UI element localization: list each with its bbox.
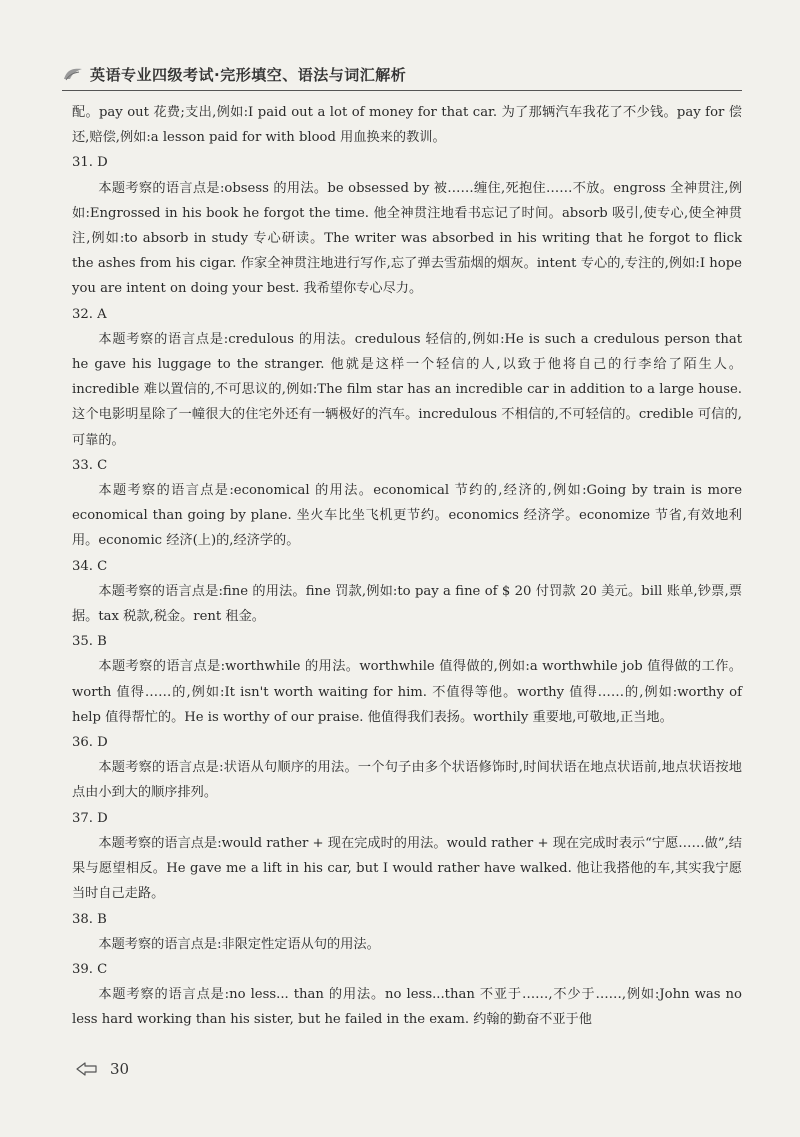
answer-number: 31. D bbox=[72, 155, 108, 171]
paragraph: 本题考察的语言点是:非限定性定语从句的用法。 bbox=[98, 936, 380, 952]
answer-number: 39. C bbox=[72, 961, 108, 977]
answer-number: 35. B bbox=[72, 634, 107, 650]
header-divider bbox=[62, 90, 742, 91]
running-header bbox=[62, 62, 742, 86]
paragraph: 本题考察的语言点是:obsess 的用法。be obsessed by 被……缠住,死抱住……不放。engross 全神贯注,例如:Engrossed in his book he forgot the time. 他全神贯注地看书忘记了时间。absorb 吸引,使专心,使全神贯注,例如:to absorb in study 专心研读。The writer was absorbed in his writing that he forgot to flick the ashes from his cigar. 作家全神贯注地进行写作,忘了弹去雪茄烟的烟灰。intent 专心的,专注的,例如:I hope you are intent on doing your best. 我希望你专心尽力。 bbox=[72, 180, 742, 297]
answer-number: 32. A bbox=[72, 306, 107, 322]
paragraph: 配。pay out 花费;支出,例如:I paid out a lot of money for that car. 为了那辆汽车我花了不少钱。pay for 偿还,赔偿,例如:a lesson paid for with blood 用血换来的教训。 bbox=[72, 105, 742, 146]
page-body bbox=[72, 100, 742, 1033]
paragraph: 本题考察的语言点是:no less... than 的用法。no less...than 不亚于……,不少于……,例如:John was no less hard working than his sister, but he failed in the exam. 约翰的勤奋不亚于他 bbox=[72, 987, 742, 1028]
answer-number: 38. B bbox=[72, 911, 107, 927]
answer-number: 34. C bbox=[72, 558, 108, 574]
answer-number: 36. D bbox=[72, 735, 108, 751]
page-number: 30 bbox=[110, 1060, 130, 1078]
paragraph: 本题考察的语言点是:economical 的用法。economical 节约的,经济的,例如:Going by train is more economical than going by plane. 坐火车比坐飞机更节约。economics 经济学。economize 节省,有效地利用。economic 经济(上)的,经济学的。 bbox=[72, 483, 742, 549]
paragraph: 本题考察的语言点是:状语从句顺序的用法。一个句子由多个状语修饰时,时间状语在地点状语前,地点状语按地点由小到大的顺序排列。 bbox=[72, 760, 742, 801]
header-title: 英语专业四级考试·完形填空、语法与词汇解析 bbox=[90, 65, 407, 84]
paragraph: 本题考察的语言点是:would rather + 现在完成时的用法。would rather + 现在完成时表示“宁愿……做”,结果与愿望相反。He gave me a lift in his car, but I would rather have walked. 他让我搭他的车,其实我宁愿当时自己走路。 bbox=[72, 835, 742, 902]
page-footer bbox=[76, 1060, 129, 1078]
answer-number: 33. C bbox=[72, 457, 108, 473]
left-arrow-icon bbox=[76, 1062, 98, 1076]
paragraph: 本题考察的语言点是:worthwhile 的用法。worthwhile 值得做的,例如:a worthwhile job 值得做的工作。worth 值得……的,例如:It isn't worth waiting for him. 不值得等他。worthy 值得……的,例如:worthy of help 值得帮忙的。He is worthy of our praise. 他值得我们表扬。worthily 重要地,可敬地,正当地。 bbox=[72, 659, 742, 725]
answer-number: 37. D bbox=[72, 810, 108, 826]
header-ornament-icon bbox=[62, 66, 84, 82]
paragraph: 本题考察的语言点是:credulous 的用法。credulous 轻信的,例如:He is such a credulous person that he gave his luggage to the stranger. 他就是这样一个轻信的人,以致于他将自己的行李给了陌生人。incredible 难以置信的,不可思议的,例如:The film star has an incredible car in addition to a large house. 这个电影明星除了一幢很大的住宅外还有一辆极好的汽车。incredulous 不相信的,不可轻信的。credible 可信的,可靠的。 bbox=[72, 331, 742, 448]
paragraph: 本题考察的语言点是:fine 的用法。fine 罚款,例如:to pay a fine of $ 20 付罚款 20 美元。bill 账单,钞票,票据。tax 税款,税金。rent 租金。 bbox=[72, 583, 742, 625]
